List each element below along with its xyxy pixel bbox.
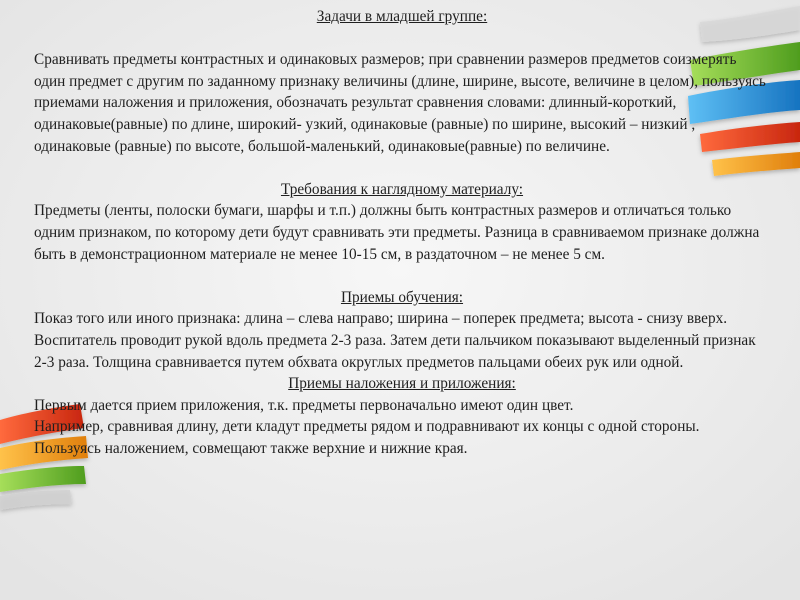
- spacer: [34, 157, 770, 179]
- spacer: [34, 28, 770, 50]
- teaching-methods-paragraph-1: Показ того или иного признака: длина – слева направо; ширина – поперек предмета; высота - снизу вверх.: [34, 310, 728, 328]
- section-heading-overlay-methods: Приемы наложения и приложения:: [288, 375, 516, 393]
- requirements-paragraph: Предметы (ленты, полоски бумаги, шарфы и т.п.) должны быть контрастных размеров и отличаться только одним признаком, по которому дети будут сравнивать эти предметы. Разница в сравниваемом признаке должна быть в демонстрационном материале не менее 10-15 см, в раздаточном – не менее 5 см.: [34, 202, 760, 263]
- overlay-methods-paragraph-2: Например, сравнивая длину, дети кладут предметы рядом и подравнивают их концы с одной стороны.: [34, 418, 700, 436]
- overlay-methods-paragraph-1: Первым дается прием приложения, т.к. предметы первоначально имеют один цвет.: [34, 396, 574, 414]
- tasks-paragraph: Сравнивать предметы контрастных и одинаковых размеров; при сравнении размеров предметов соизмерять один предмет с другим по заданному признаку величины (длине, ширине, высоте, величине в целом), пользуясь приемами наложения и приложения, обозначать результат сравнения словами: длинный-короткий, одинаковые(равные) по длине, широкий- узкий, одинаковые (равные) по ширине, высокий – низкий , одинаковые (равные) по высоте, большой-маленький, одинаковые(равные) по величине.: [34, 51, 766, 155]
- section-heading-requirements: Требования к наглядному материалу:: [280, 180, 524, 198]
- slide-text-body: [34, 6, 770, 596]
- overlay-methods-paragraph-3: Пользуясь наложением, совмещают также верхние и нижние края.: [34, 439, 468, 457]
- teaching-methods-paragraph-2: Воспитатель проводит рукой вдоль предмета 2-3 раза. Затем дети пальчиком показывают выделенный признак 2-3 раза. Толщина сравнивается путем обхвата округлых предметов пальцами обеих рук или одной.: [34, 331, 756, 371]
- section-heading-teaching-methods: Приемы обучения:: [340, 288, 464, 306]
- spacer: [34, 265, 770, 287]
- section-heading-tasks: Задачи в младшей группе:: [316, 8, 488, 25]
